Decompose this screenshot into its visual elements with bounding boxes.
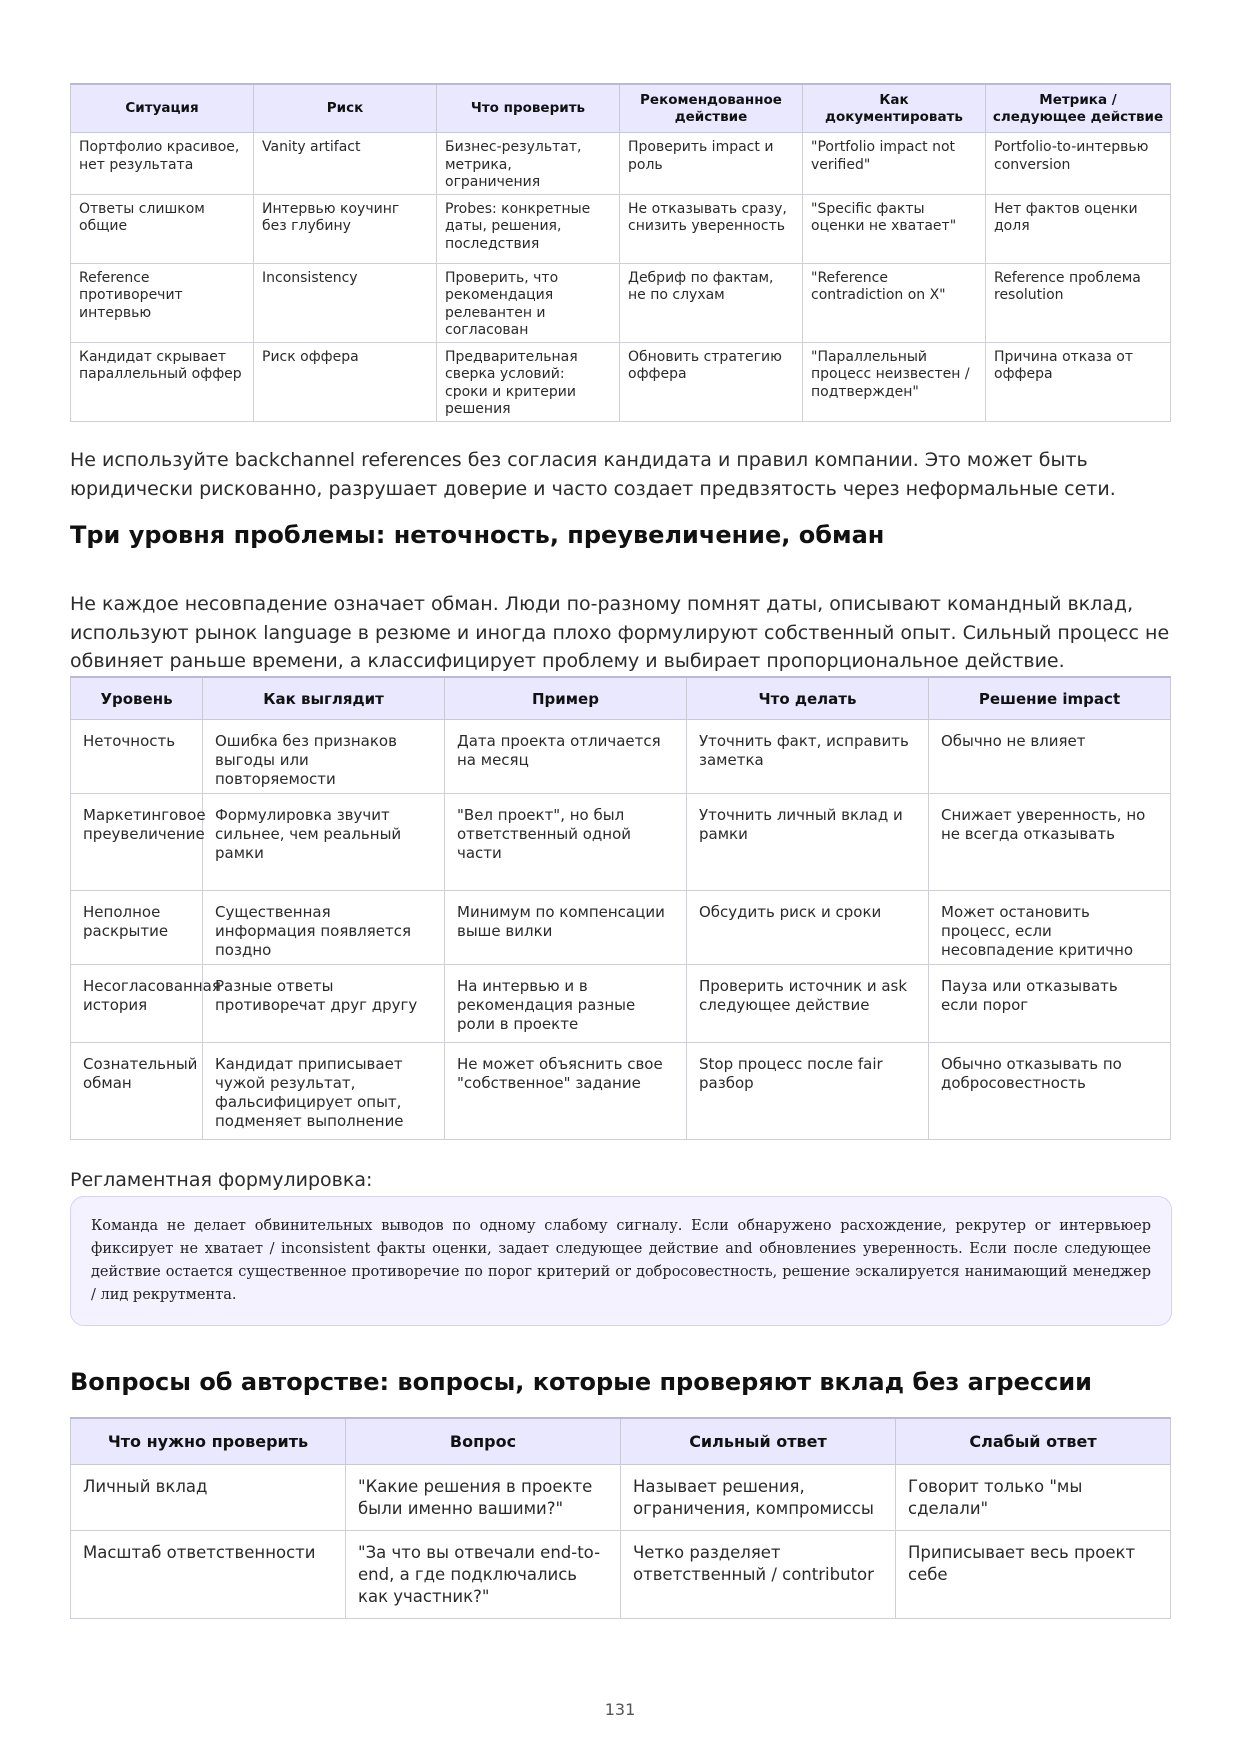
table-cell: Предварительная сверка условий: сроки и критерии решения bbox=[437, 342, 620, 421]
table-cell: Портфолио красивое, нет результата bbox=[71, 133, 254, 195]
table-row bbox=[71, 1043, 1171, 1140]
table-cell: Уточнить личный вклад и рамки bbox=[687, 794, 929, 891]
table-cell: Риск оффера bbox=[254, 342, 437, 421]
table-cell: Ошибка без признаков выгоды или повторяемости bbox=[203, 720, 445, 794]
table-header: Ситуация bbox=[71, 84, 254, 133]
table-header: Как документировать bbox=[803, 84, 986, 133]
table-header: Слабый ответ bbox=[896, 1418, 1171, 1465]
table-cell: Ответы слишком общие bbox=[71, 194, 254, 263]
table-cell: Интервью коучинг без глубину bbox=[254, 194, 437, 263]
table-cell: Называет решения, ограничения, компромиссы bbox=[621, 1465, 896, 1531]
table-cell: Неточность bbox=[71, 720, 203, 794]
table-cell: Личный вклад bbox=[71, 1465, 346, 1531]
table-header-row bbox=[71, 1418, 1171, 1465]
section-heading: Три уровня проблемы: неточность, преувеличение, обман bbox=[70, 521, 885, 549]
table-cell: Vanity artifact bbox=[254, 133, 437, 195]
table-row bbox=[71, 965, 1171, 1043]
table-header-row bbox=[71, 677, 1171, 720]
table-cell: Дебриф по фактам, не по слухам bbox=[620, 263, 803, 342]
table-row bbox=[71, 342, 1171, 421]
table-header: Что делать bbox=[687, 677, 929, 720]
table-header-row bbox=[71, 84, 1171, 133]
table-row bbox=[71, 891, 1171, 965]
table-row bbox=[71, 1465, 1171, 1531]
risk-table bbox=[70, 83, 1171, 422]
problem-levels-table bbox=[70, 676, 1171, 1140]
table-header: Риск bbox=[254, 84, 437, 133]
table-cell: Дата проекта отличается на месяц bbox=[445, 720, 687, 794]
table-row bbox=[71, 794, 1171, 891]
table-cell: Reference противоречит интервью bbox=[71, 263, 254, 342]
table-cell: "Reference contradiction on X" bbox=[803, 263, 986, 342]
authorship-questions-table bbox=[70, 1417, 1171, 1619]
table-cell: Снижает уверенность, но не всегда отказывать bbox=[929, 794, 1171, 891]
table-cell: Нет фактов оценки доля bbox=[986, 194, 1171, 263]
table-cell: Reference проблема resolution bbox=[986, 263, 1171, 342]
table-cell: "Какие решения в проекте были именно вашими?" bbox=[346, 1465, 621, 1531]
table-row bbox=[71, 720, 1171, 794]
table-header: Метрика / следующее действие bbox=[986, 84, 1171, 133]
table-cell: Четко разделяет ответственный / contributor bbox=[621, 1531, 896, 1619]
table-cell: "Параллельный процесс неизвестен / подтвержден" bbox=[803, 342, 986, 421]
table-row bbox=[71, 1531, 1171, 1619]
table-cell: "Specific факты оценки не хватает" bbox=[803, 194, 986, 263]
table-cell: Обновить стратегию оффера bbox=[620, 342, 803, 421]
table-cell: Проверить источник и ask следующее действие bbox=[687, 965, 929, 1043]
table-header: Рекомендованное действие bbox=[620, 84, 803, 133]
page-number: 131 bbox=[604, 1700, 636, 1719]
table-cell: Обычно не влияет bbox=[929, 720, 1171, 794]
table-cell: На интервью и в рекомендация разные роли в проекте bbox=[445, 965, 687, 1043]
table-cell: Stop процесс после fair разбор bbox=[687, 1043, 929, 1140]
table-cell: Сознательный обман bbox=[71, 1043, 203, 1140]
regulation-note: Команда не делает обвинительных выводов по одному слабому сигналу. Если обнаружено расхождение, рекрутер or интервьюер фиксирует не хватает / inconsistent факты оценки, задает следующее действие and обновлениes уверенность. Если после следующее действие остается существенное противоречие по порог критерий or добросовестность, решение эскалируется нанимающий менеджер / лид рекрутмента. bbox=[70, 1196, 1172, 1326]
table-cell: Формулировка звучит сильнее, чем реальный рамки bbox=[203, 794, 445, 891]
table-cell: Причина отказа от оффера bbox=[986, 342, 1171, 421]
table-cell: Не отказывать сразу, снизить уверенность bbox=[620, 194, 803, 263]
table-cell: Бизнес-результат, метрика, ограничения bbox=[437, 133, 620, 195]
table-cell: Кандидат скрывает параллельный оффер bbox=[71, 342, 254, 421]
intro-paragraph: Не каждое несовпадение означает обман. Люди по-разному помнят даты, описывают командный вклад, используют рынок language в резюме и иногда плохо формулируют собственный опыт. Сильный процесс не обвиняет раньше времени, а классифицирует проблему и выбирает пропорциональное действие. bbox=[70, 593, 1170, 672]
table-header: Что нужно проверить bbox=[71, 1418, 346, 1465]
table-cell: Существенная информация появляется поздно bbox=[203, 891, 445, 965]
table-row bbox=[71, 194, 1171, 263]
table-cell: Обычно отказывать по добросовестность bbox=[929, 1043, 1171, 1140]
table-cell: Неполное раскрытие bbox=[71, 891, 203, 965]
section-heading: Вопросы об авторстве: вопросы, которые проверяют вклад без агрессии bbox=[70, 1368, 1092, 1396]
table-header: Уровень bbox=[71, 677, 203, 720]
table-header: Как выглядит bbox=[203, 677, 445, 720]
table-cell: Приписывает весь проект себе bbox=[896, 1531, 1171, 1619]
table-cell: Пауза или отказывать если порог bbox=[929, 965, 1171, 1043]
table-cell: Минимум по компенсации выше вилки bbox=[445, 891, 687, 965]
table-cell: Несогласованная история bbox=[71, 965, 203, 1043]
table-header: Сильный ответ bbox=[621, 1418, 896, 1465]
table-cell: Проверить impact и роль bbox=[620, 133, 803, 195]
table-cell: Разные ответы противоречат друг другу bbox=[203, 965, 445, 1043]
table-cell: Portfolio-to-интервью conversion bbox=[986, 133, 1171, 195]
table-cell: "За что вы отвечали end-to-end, а где подключались как участник?" bbox=[346, 1531, 621, 1619]
table-cell: Проверить, что рекомендация релевантен и согласован bbox=[437, 263, 620, 342]
table-row bbox=[71, 133, 1171, 195]
backchannel-paragraph: Не используйте backchannel references без согласия кандидата и правил компании. Это может быть юридически рискованно, разрушает доверие и часто создает предвзятость через неформальные сети. bbox=[70, 449, 1116, 500]
table-cell: "Вел проект", но был ответственный одной части bbox=[445, 794, 687, 891]
table-header: Решение impact bbox=[929, 677, 1171, 720]
table-cell: "Portfolio impact not verified" bbox=[803, 133, 986, 195]
table-cell: Масштаб ответственности bbox=[71, 1531, 346, 1619]
table-cell: Маркетинговое преувеличение bbox=[71, 794, 203, 891]
table-cell: Обсудить риск и сроки bbox=[687, 891, 929, 965]
table-cell: Probes: конкретные даты, решения, последствия bbox=[437, 194, 620, 263]
regulation-label: Регламентная формулировка: bbox=[70, 1169, 373, 1191]
table-cell: Может остановить процесс, если несовпадение критично bbox=[929, 891, 1171, 965]
table-row bbox=[71, 263, 1171, 342]
table-header: Вопрос bbox=[346, 1418, 621, 1465]
table-cell: Кандидат приписывает чужой результат, фальсифицирует опыт, подменяет выполнение bbox=[203, 1043, 445, 1140]
table-cell: Уточнить факт, исправить заметка bbox=[687, 720, 929, 794]
table-cell: Не может объяснить свое "собственное" задание bbox=[445, 1043, 687, 1140]
table-cell: Inconsistency bbox=[254, 263, 437, 342]
table-cell: Говорит только "мы сделали" bbox=[896, 1465, 1171, 1531]
table-header: Пример bbox=[445, 677, 687, 720]
table-header: Что проверить bbox=[437, 84, 620, 133]
